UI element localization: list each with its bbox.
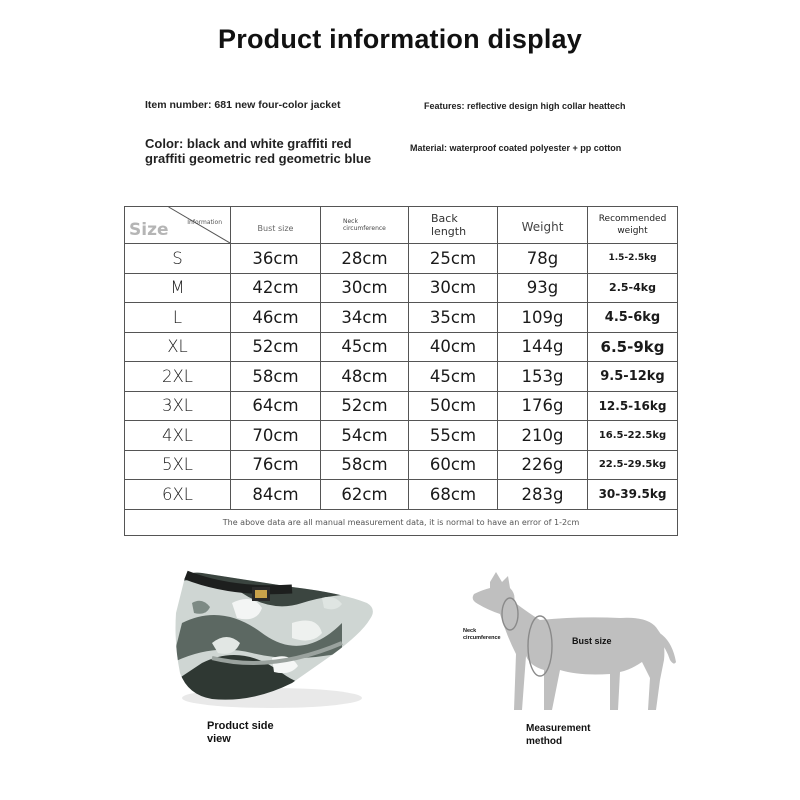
weight-cell: 210g [498,421,588,451]
dog-measurement-image [460,570,680,720]
neck-cell: 45cm [321,332,409,362]
product-side-view-caption: Product side view [207,720,274,745]
neck-circumference-label: Neck circumference [463,628,501,641]
bust-cell: 42cm [231,273,321,303]
weight-cell: 176g [498,391,588,421]
table-row [125,273,678,303]
back-length-cell: 40cm [409,332,498,362]
back-length-cell: 55cm [409,421,498,451]
table-header-row [125,207,678,244]
back-length-cell: 68cm [409,480,498,510]
neck-cell: 52cm [321,391,409,421]
weight-header: Weight [498,207,588,244]
bust-cell: 70cm [231,421,321,451]
size-cell: 6XL [125,480,231,510]
table-row [125,303,678,333]
neck-cell: 34cm [321,303,409,333]
weight-cell: 144g [498,332,588,362]
neck-cell: 62cm [321,480,409,510]
weight-cell: 226g [498,450,588,480]
neck-cell: 48cm [321,362,409,392]
back-length-cell: 35cm [409,303,498,333]
features-text: Features: reflective design high collar heattech [424,101,626,111]
neck-cell: 58cm [321,450,409,480]
bust-cell: 36cm [231,244,321,274]
recommended-weight-cell: 6.5-9kg [588,332,678,362]
recommended-weight-cell: 30-39.5kg [588,480,678,510]
bust-cell: 64cm [231,391,321,421]
size-header: Size [129,220,169,240]
weight-cell: 153g [498,362,588,392]
size-cell: 3XL [125,391,231,421]
back-length-cell: 30cm [409,273,498,303]
recommended-weight-cell: 16.5-22.5kg [588,421,678,451]
table-row [125,244,678,274]
recommended-weight-cell: 4.5-6kg [588,303,678,333]
table-row [125,450,678,480]
table-row [125,332,678,362]
back-length-cell: 25cm [409,244,498,274]
material-text: Material: waterproof coated polyester + pp cotton [410,143,622,153]
bust-cell: 46cm [231,303,321,333]
table-row [125,480,678,510]
table-note-row [125,509,678,535]
table-row [125,362,678,392]
jacket-product-image [172,563,382,713]
weight-cell: 109g [498,303,588,333]
page-title: Product information display [218,24,582,54]
size-table [124,206,678,536]
bust-cell: 76cm [231,450,321,480]
back-length-cell: 60cm [409,450,498,480]
bust-cell: 84cm [231,480,321,510]
item-number: Item number: 681 new four-color jacket [145,99,341,111]
color-text: Color: black and white graffiti red graffiti geometric red geometric blue [145,136,372,166]
recommended-header: Recommended weight [588,207,678,244]
recommended-weight-cell: 22.5-29.5kg [588,450,678,480]
measurement-note: The above data are all manual measurement data, it is normal to have an error of 1-2cm [125,509,678,535]
size-cell: S [125,244,231,274]
size-cell: 2XL [125,362,231,392]
bust-cell: 52cm [231,332,321,362]
size-cell: M [125,273,231,303]
recommended-weight-cell: 12.5-16kg [588,391,678,421]
weight-cell: 78g [498,244,588,274]
weight-cell: 93g [498,273,588,303]
size-information-header [125,207,231,244]
size-cell: L [125,303,231,333]
size-cell: 4XL [125,421,231,451]
back-header: Back length [409,207,498,244]
neck-header: Neck circumference [321,207,409,244]
neck-cell: 28cm [321,244,409,274]
bust-cell: 58cm [231,362,321,392]
measurement-method-caption: Measurement method [526,723,591,747]
bust-header: Bust size [231,207,321,244]
recommended-weight-cell: 2.5-4kg [588,273,678,303]
table-row [125,421,678,451]
information-header: Information [187,219,222,226]
bust-size-label: Bust size [572,636,612,646]
recommended-weight-cell: 1.5-2.5kg [588,244,678,274]
back-length-cell: 50cm [409,391,498,421]
size-cell: 5XL [125,450,231,480]
recommended-weight-cell: 9.5-12kg [588,362,678,392]
neck-cell: 54cm [321,421,409,451]
neck-cell: 30cm [321,273,409,303]
size-cell: XL [125,332,231,362]
weight-cell: 283g [498,480,588,510]
back-length-cell: 45cm [409,362,498,392]
table-row [125,391,678,421]
